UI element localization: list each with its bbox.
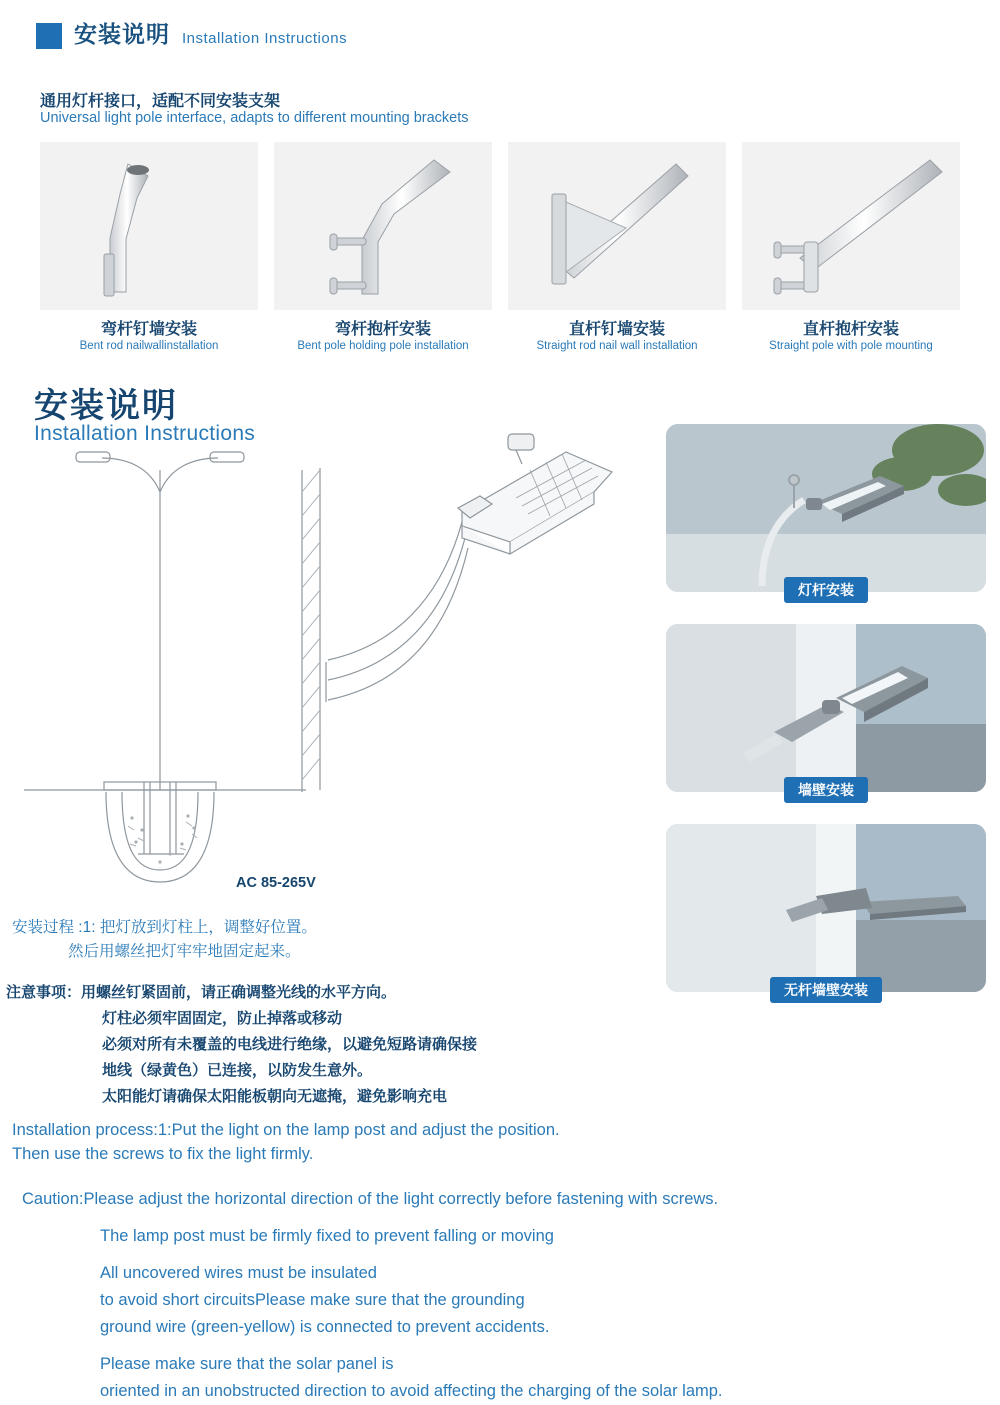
caution-cn-line5: 太阳能灯请确保太阳能板朝向无遮掩，避免影响充电	[102, 1088, 448, 1105]
bracket-card	[274, 142, 492, 352]
photo-label: 墙壁安装	[784, 777, 868, 803]
caution-en-line3: All uncovered wires must be insulated	[100, 1264, 377, 1282]
page-header	[36, 16, 347, 49]
caution-en-line1: Caution:Please adjust the horizontal direction of the light correctly before fastening with screws.	[22, 1190, 719, 1208]
page-title-en: Installation Instructions	[182, 30, 348, 47]
caution-en-line6: Please make sure that the solar panel is	[100, 1355, 394, 1373]
install-process-en-line1: Installation process:1:Put the light on the lamp post and adjust the position.	[12, 1121, 560, 1139]
install-caution-en	[22, 1186, 992, 1405]
photo-item	[666, 424, 986, 598]
page-title-cn: 安装说明	[74, 21, 170, 47]
install-process-cn-line1: 安装过程 :1: 把灯放到灯柱上，调整好位置。	[12, 919, 317, 936]
bracket-caption-en: Straight pole with pole mounting	[769, 340, 933, 352]
caution-cn-line2: 灯柱必须牢固固定，防止掉落或移动	[102, 1010, 343, 1027]
install-process-en-line2: Then use the screws to fix the light firmly.	[12, 1145, 314, 1163]
caution-cn-line3: 必须对所有未覆盖的电线进行绝缘，以避免短路请确保接	[102, 1036, 478, 1053]
caution-en-line5: ground wire (green-yellow) is connected to prevent accidents.	[100, 1318, 550, 1336]
caution-en-line2: The lamp post must be firmly fixed to prevent falling or moving	[100, 1227, 554, 1245]
caution-en-line4: to avoid short circuitsPlease make sure that the grounding	[100, 1291, 525, 1309]
straight-rod-pole-clamp-bracket-icon	[742, 142, 960, 310]
installation-photo-gallery	[666, 424, 986, 1024]
install-process-cn	[12, 916, 652, 964]
bracket-card	[742, 142, 960, 352]
bracket-caption-en: Straight rod nail wall installation	[536, 340, 698, 352]
install-section-title-cn: 安装说明	[34, 387, 178, 425]
straight-rod-wall-bracket-icon	[508, 142, 726, 310]
bracket-caption-cn: 直杆抱杆安装	[802, 321, 899, 338]
photo-item	[666, 624, 986, 798]
bracket-caption-cn: 弯杆钉墙安装	[100, 321, 197, 338]
bracket-caption-cn: 直杆钉墙安装	[568, 321, 665, 338]
header-accent-block	[36, 23, 62, 49]
bracket-caption-en: Bent pole holding pole installation	[297, 340, 469, 352]
caution-cn-line4: 地线（绿黄色）已连接，以防发生意外。	[102, 1062, 373, 1079]
installation-line-diagram	[10, 430, 670, 910]
photo-label: 灯杆安装	[784, 577, 868, 603]
bracket-caption-cn: 弯杆抱杆安装	[334, 321, 431, 338]
caution-cn-line1: 注意事项：用螺丝钉紧固前，请正确调整光线的水平方向。	[6, 984, 397, 1001]
bent-rod-wall-bracket-icon	[40, 142, 258, 310]
install-process-en	[12, 1118, 972, 1166]
pole-installation-photo	[666, 424, 986, 592]
photo-label: 无杆墙壁安装	[770, 977, 882, 1003]
install-caution-cn	[6, 980, 666, 1110]
bracket-caption-en: Bent rod nailwallinstallation	[79, 340, 219, 352]
wall-installation-photo	[666, 624, 986, 792]
poleless-wall-installation-photo	[666, 824, 986, 992]
install-process-cn-line2: 然后用螺丝把灯牢牢地固定起来。	[68, 943, 301, 960]
bracket-section-title-en: Universal light pole interface, adapts to different mounting brackets	[40, 110, 469, 126]
bracket-card	[40, 142, 258, 352]
voltage-label: AC 85-265V	[236, 875, 316, 891]
install-section-title-en: Installation Instructions	[34, 422, 256, 445]
bracket-gallery	[40, 142, 970, 352]
photo-item	[666, 824, 986, 998]
bent-rod-pole-clamp-bracket-icon	[274, 142, 492, 310]
bracket-section-title-cn: 通用灯杆接口，适配不同安装支架	[40, 93, 281, 110]
caution-en-line7: oriented in an unobstructed direction to avoid affecting the charging of the solar lamp.	[100, 1382, 723, 1400]
bracket-card	[508, 142, 726, 352]
